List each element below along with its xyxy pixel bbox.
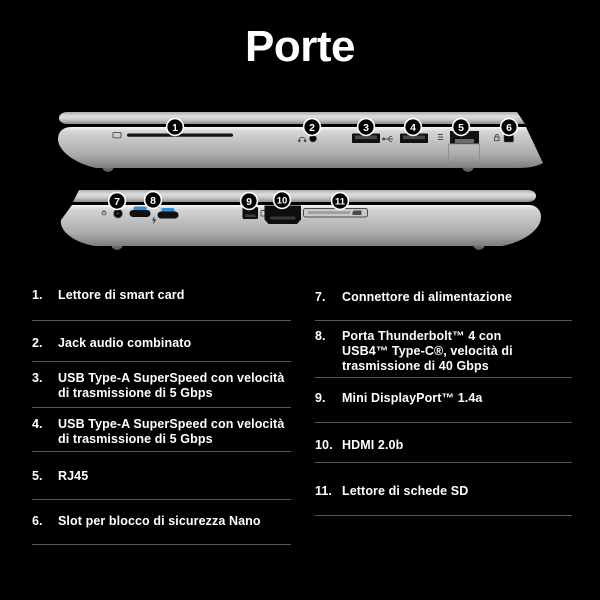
legend-item-number: 9.	[315, 391, 326, 405]
divider	[32, 499, 291, 500]
legend-item-number: 2.	[32, 336, 43, 350]
legend-item-text: Mini DisplayPort™ 1.4a	[342, 391, 483, 405]
legend-item-5	[32, 469, 88, 484]
legend-item-text: Porta Thunderbolt™ 4 con USB4™ Type-C®, velocità di trasmissione di 40 Gbps	[342, 329, 513, 373]
legend-item-7	[315, 290, 512, 305]
callout-number: 7	[114, 195, 120, 208]
divider	[32, 544, 291, 545]
legend-item-text: HDMI 2.0b	[342, 438, 404, 452]
legend-item-text: USB Type-A SuperSpeed con velocità di trasmissione di 5 Gbps	[58, 371, 285, 400]
callout-number: 3	[363, 121, 369, 134]
callout-number: 9	[246, 195, 252, 208]
legend-item-number: 5.	[32, 469, 43, 483]
legend-item-text: Jack audio combinato	[58, 336, 192, 350]
legend-item-number: 7.	[315, 290, 326, 304]
callout-number: 6	[506, 121, 512, 134]
divider	[315, 515, 572, 516]
legend-item-9	[315, 391, 482, 406]
legend-item-number: 6.	[32, 514, 43, 528]
legend-item-number: 10.	[315, 438, 333, 452]
legend-item-text: RJ45	[58, 469, 89, 483]
legend-item-number: 3.	[32, 371, 43, 385]
legend-item-text: Connettore di alimentazione	[342, 290, 513, 304]
divider	[32, 451, 291, 452]
callout-number: 11	[334, 196, 346, 208]
legend-item-10	[315, 438, 403, 453]
divider	[32, 407, 291, 408]
callout-number: 1	[172, 121, 178, 134]
legend-item-number: 1.	[32, 288, 43, 302]
divider	[315, 377, 572, 378]
legend-item-3	[32, 371, 286, 401]
legend-item-2	[32, 336, 191, 351]
legend-item-6	[32, 514, 261, 529]
legend-item-text: Lettore di schede SD	[342, 484, 469, 498]
legend-item-4	[32, 417, 286, 447]
callout-number: 10	[276, 195, 288, 207]
legend-item-number: 4.	[32, 417, 43, 431]
callout-number: 4	[410, 121, 416, 134]
legend-item-number: 11.	[315, 484, 332, 498]
legend-item-number: 8.	[315, 329, 326, 343]
legend-item-8	[315, 329, 547, 374]
legend-item-11	[315, 484, 468, 499]
callout-number: 5	[458, 121, 464, 134]
page-title: Porte	[245, 22, 355, 71]
divider	[315, 422, 572, 423]
legend-item-text: USB Type-A SuperSpeed con velocità di trasmissione di 5 Gbps	[58, 417, 285, 446]
legend-item-1	[32, 288, 184, 303]
divider	[315, 462, 572, 463]
divider	[32, 361, 291, 362]
callout-number: 2	[309, 121, 315, 134]
legend-item-text: Slot per blocco di sicurezza Nano	[58, 514, 261, 528]
legend-item-text: Lettore di smart card	[58, 288, 185, 302]
callout-number: 8	[150, 194, 156, 207]
divider	[32, 320, 291, 321]
divider	[315, 320, 572, 321]
